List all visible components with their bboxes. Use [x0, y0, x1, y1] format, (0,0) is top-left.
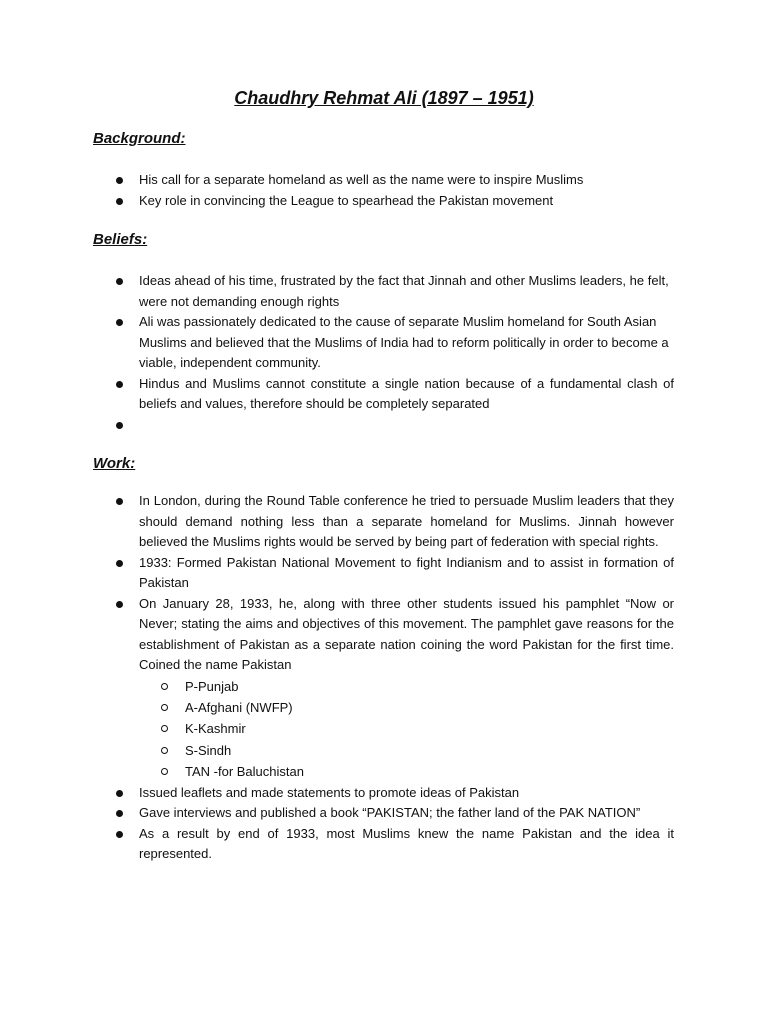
sub-list-item-text: TAN -for Baluchistan — [185, 764, 304, 780]
circle-bullet-icon — [161, 725, 168, 732]
list-item-text: Issued leaflets and made statements to promote ideas of Pakistan — [139, 784, 520, 800]
bullet-icon — [116, 422, 123, 429]
circle-bullet-icon — [161, 683, 168, 690]
sub-list-item — [139, 761, 674, 782]
list-item-text: Key role in convincing the League to spearhead the Pakistan movement — [139, 192, 554, 208]
list-item — [0, 312, 674, 374]
sub-list-item-text: P-Punjab — [185, 678, 239, 694]
list-item — [0, 803, 674, 824]
list-item — [0, 783, 674, 804]
sub-list-item-text: K-Kashmir — [185, 721, 246, 737]
background-list — [0, 170, 768, 211]
sub-list-item-text: S-Sindh — [185, 742, 232, 758]
list-item-text: In London, during the Round Table conference he tried to persuade Muslim leaders that they should demand nothing less than a separate homeland for Muslims. Jinnah however believed the Muslims rights would be served by being part of federation with special rights. — [139, 493, 674, 549]
list-item-text: Hindus and Muslims cannot constitute a single nation because of a fundamental clash of beliefs and values, therefore should be completely separated — [139, 375, 674, 411]
list-item — [0, 824, 674, 865]
bullet-icon — [116, 831, 123, 838]
circle-bullet-icon — [161, 768, 168, 775]
bullet-icon — [116, 319, 123, 326]
heading-work: Work: — [93, 455, 136, 472]
work-list — [0, 491, 768, 865]
list-item — [0, 594, 674, 783]
sub-list-item — [139, 697, 674, 718]
beliefs-list — [0, 271, 768, 435]
list-item — [0, 374, 674, 415]
list-item-text: 1933: Formed Pakistan National Movement to fight Indianism and to assist in formation of Pakistan — [139, 554, 674, 590]
list-item-text: On January 28, 1933, he, along with three other students issued his pamphlet “Now or Never; stating the aims and objectives of this movement. The pamphlet gave reasons for the establishment of Pakistan as a separate nation coining the word Pakistan for the first time. Coined the name Pakistan — [139, 595, 674, 672]
bullet-icon — [116, 498, 123, 505]
bullet-icon — [116, 560, 123, 567]
list-item-text: As a result by end of 1933, most Muslims knew the name Pakistan and the idea it represented. — [139, 825, 674, 862]
bullet-icon — [116, 790, 123, 797]
list-item — [0, 553, 674, 594]
list-item — [0, 271, 674, 312]
list-item-empty — [0, 415, 674, 436]
list-item-text: Ideas ahead of his time, frustrated by the fact that Jinnah and other Muslims leaders, he felt, were not demanding enough rights — [139, 273, 669, 309]
sub-list-item — [139, 676, 674, 697]
heading-background: Background: — [93, 130, 186, 147]
list-item-text: Gave interviews and published a book “PAKISTAN; the father land of the PAK NATION” — [139, 805, 641, 821]
circle-bullet-icon — [161, 704, 168, 711]
list-item-text: Ali was passionately dedicated to the cause of separate Muslim homeland for South Asian Muslims and believed that the Muslims of India had to reform politically in order to become a viable, independent community. — [139, 314, 669, 370]
list-item — [0, 170, 674, 191]
bullet-icon — [116, 177, 123, 184]
list-item-text: His call for a separate homeland as well as the name were to inspire Muslims — [139, 172, 584, 187]
sub-list-item-text: A-Afghani (NWFP) — [185, 699, 293, 715]
bullet-icon — [116, 381, 123, 388]
bullet-icon — [116, 810, 123, 817]
heading-beliefs: Beliefs: — [93, 231, 148, 248]
list-item — [0, 491, 674, 553]
bullet-icon — [116, 198, 123, 205]
circle-bullet-icon — [161, 747, 168, 754]
bullet-icon — [116, 278, 123, 285]
name-parts-list — [139, 676, 674, 783]
sub-list-item — [139, 740, 674, 761]
sub-list-item — [139, 718, 674, 739]
list-item — [0, 191, 674, 212]
bullet-icon — [116, 601, 123, 608]
document-title: Chaudhry Rehmat Ali (1897 – 1951) — [234, 88, 534, 108]
